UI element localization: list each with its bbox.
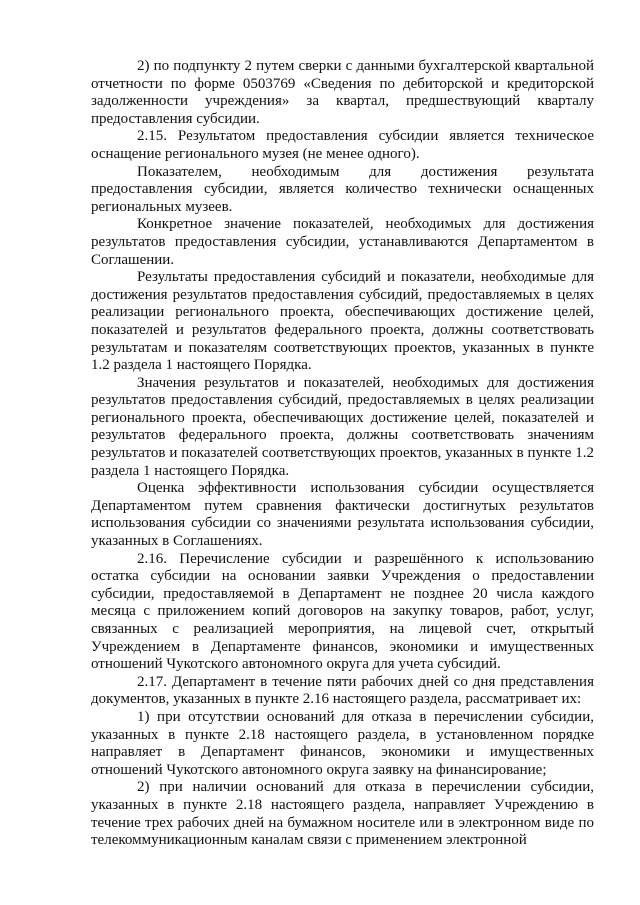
- paragraph-2-15-result: 2.15. Результатом предоставления субсидии является техническое оснащение регионального музея (не менее одного).: [91, 128, 594, 162]
- paragraph-indicator-values: Конкретное значение показателей, необходимых для достижения результатов предоставления субсидии, устанавливаются Департаментом в Соглашении.: [91, 216, 594, 268]
- paragraph-grounds-for-refusal: 2) при наличии оснований для отказа в перечислении субсидии, указанных в пункте 2.18 настоящего раздела, направляет Учреждению в течение трех рабочих дней на бумажном носителе или в электронном виде по телекоммуникационным каналам связи с применением электронной: [91, 779, 594, 849]
- paragraph-reconciliation-subitem-2: 2) по подпункту 2 путем сверки с данными бухгалтерской квартальной отчетности по форме 0503769 «Сведения по дебиторской и кредиторской задолженности учреждения» за квартал, предшествующий кварталу предоставления субсидии.: [91, 58, 594, 127]
- paragraph-values-of-results: Значения результатов и показателей, необходимых для достижения результатов предоставления субсидий, предоставляемых в целях реализации регионального проекта, обеспечивающих достижение целей, показателей и результатов федерального проекта, должны соответствовать значениям результатов и показателей соответствующих проектов, указанных в пункте 1.2 раздела 1 настоящего Порядка.: [91, 374, 594, 479]
- paragraph-2-17-review: 2.17. Департамент в течение пяти рабочих дней со дня представления документов, указанных в пункте 2.16 настоящего раздела, рассматривает их:: [91, 673, 594, 708]
- paragraph-no-grounds-for-refusal: 1) при отсутствии оснований для отказа в перечислении субсидии, указанных в пункте 2.18 настоящего раздела, в установленном порядке направляет в Департамент финансов, экономики и имущественных отношений Чукотского автономного округа заявку на финансирование;: [91, 708, 594, 778]
- paragraph-results-and-indicators: Результаты предоставления субсидий и показатели, необходимые для достижения результатов предоставления субсидий, предоставляемых в целях реализации регионального проекта, обеспечивающих достижение целей, показателей и результатов федерального проекта, должны соответствовать результатам и показателям соответствующих проектов, указанных в пункте 1.2 раздела 1 настоящего Порядка.: [91, 269, 594, 374]
- paragraph-2-16-transfer: 2.16. Перечисление субсидии и разрешённого к использованию остатка субсидии на основании заявки Учреждения о предоставлении субсидии, предоставляемой в Департамент не позднее 20 числа каждого месяца с приложением копий договоров на закупку товаров, работ, услуг, связанных с реализацией мероприятия, на лицевой счет, открытый Учреждением в Департаменте финансов, экономики и имущественных отношений Чукотского автономного округа для учета субсидий.: [91, 550, 594, 673]
- paragraph-indicator: Показателем, необходимым для достижения результата предоставления субсидии, является количество технически оснащенных региональных музеев.: [91, 163, 594, 215]
- paragraph-efficiency-assessment: Оценка эффективности использования субсидии осуществляется Департаментом путем сравнения фактически достигнутых результатов использования субсидии со значениями результата использования субсидии, указанных в Соглашениях.: [91, 480, 594, 550]
